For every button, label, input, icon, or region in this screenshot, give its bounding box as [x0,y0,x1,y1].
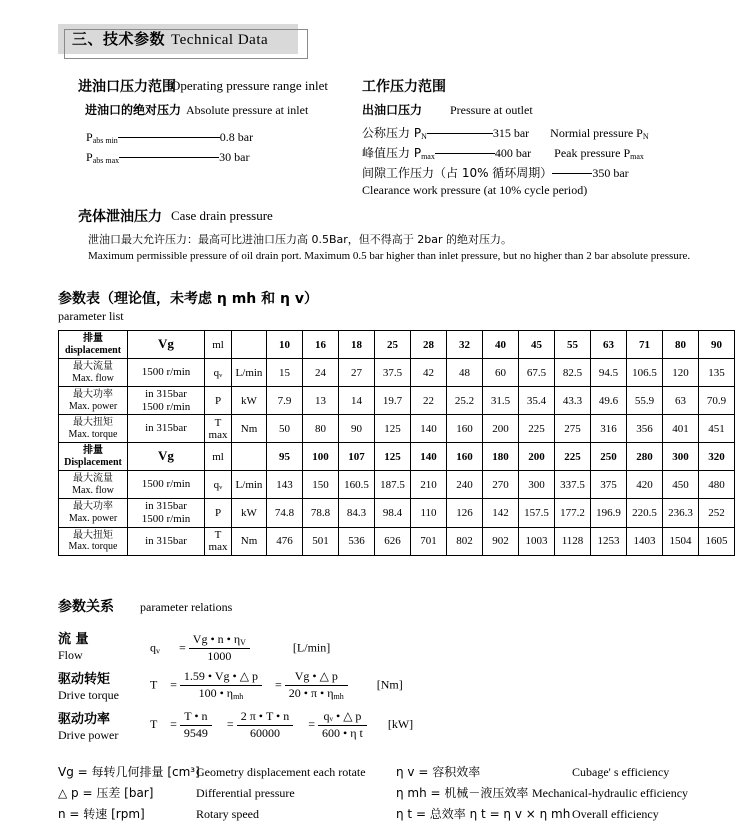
table-cell: 1504 [663,527,699,555]
table-cell: 43.3 [555,387,591,415]
table-cell: 10 [267,331,303,359]
nominal-pressure-leader [427,125,493,134]
table-cell: 32 [447,331,483,359]
table-cell: 80 [303,415,339,443]
drive-torque-fraction-1 [180,670,262,701]
table-cell: 902 [483,527,519,555]
drive-torque-symbol: T [150,677,158,692]
drive-torque-label-cn: 驱动转矩 [58,672,111,687]
p-abs-max-value: 30 bar [219,150,250,164]
flow-symbol: q [150,640,156,655]
table-row-condition: 1500 r/min [128,471,205,499]
nominal-pressure-row [362,124,649,141]
table-row-label: 最大功率 Max. power [59,387,128,415]
table-cell: 320 [699,443,735,471]
table-cell: 701 [411,527,447,555]
table-row-unit: L/min [232,471,267,499]
clearance-pressure-label: 间隙工作压力（占 10% 循环周期） [362,166,553,180]
peak-pressure-value: 400 bar [494,146,532,160]
table-row-condition: in 315bar 1500 r/min [128,387,205,415]
drive-torque-label-en: Drive torque [58,688,119,703]
flow-formula: $q_v$ = $\frac{Vg • n • \eta_V}{1000}$ [L/min] [150,632,331,664]
table-cell: 106.5 [627,359,663,387]
table-row-label: 最大功率 Max. power [59,499,128,527]
flow-numerator-subscript: V [240,638,246,647]
inlet-abs-pressure-en: Absolute pressure at inlet [186,103,309,117]
table-cell: 80 [663,331,699,359]
table-row-symbol: P [205,387,232,415]
legend-left-symbol-1: △ p = 压差 [bar] [58,786,154,800]
table-cell: 210 [411,471,447,499]
table-cell: 35.4 [519,387,555,415]
table-cell: 160.5 [339,471,375,499]
table-row-condition: in 315bar 1500 r/min [128,499,205,527]
table-cell: 107 [339,443,375,471]
outlet-pressure-sub-en: Pressure at outlet [450,103,533,117]
table-cell: 160 [447,415,483,443]
table-cell: 120 [663,359,699,387]
table-cell: 536 [339,527,375,555]
table-cell: 200 [519,443,555,471]
relations-heading-en: parameter relations [140,600,233,614]
table-cell: 300 [519,471,555,499]
drive-torque-label [58,672,119,705]
clearance-pressure-row [362,164,629,181]
p-abs-min-symbol: P [86,130,93,144]
table-cell: 90 [699,331,735,359]
drive-power-num-1: T • n [180,710,212,726]
peak-pressure-row [362,144,644,161]
drive-power-label-cn: 驱动功率 [58,712,111,727]
flow-numerator-text: Vg • n • η [192,632,241,646]
table-cell: 125 [375,443,411,471]
table-cell: 14 [339,387,375,415]
table-cell: 37.5 [375,359,411,387]
table-cell: 125 [375,415,411,443]
table-row-unit: kW [232,387,267,415]
table-cell: 225 [555,443,591,471]
table-cell: 143 [267,471,303,499]
flow-symbol-subscript: v [156,646,160,656]
drive-torque-formula: T = $\frac{1.59 • Vg • \triangle p}{100 • \eta_{mh}}$ = $\frac{Vg • \triangle p}{20 • \pi • \eta_{mh}}$ [Nm] [150,669,403,701]
p-abs-max-symbol: P [86,150,93,164]
table-row-condition: Vg [128,443,205,471]
table-cell: 15 [267,359,303,387]
table-row [59,359,735,387]
table-cell: 60 [483,359,519,387]
table-row-label: 最大扭矩 Max. torque [59,527,128,555]
table-cell: 187.5 [375,471,411,499]
flow-denominator: 1000 [207,649,232,664]
table-row-label: 排量 displacement [59,331,128,359]
case-drain-heading-cn: 壳体泄油压力 [78,209,162,225]
table-cell: 501 [303,527,339,555]
table-row-unit: L/min [232,359,267,387]
table-cell: 71 [627,331,663,359]
table-cell: 42 [411,359,447,387]
table-row [59,387,735,415]
table-cell: 140 [411,443,447,471]
inlet-pressure-heading-cn: 进油口压力范围 [78,79,176,95]
peak-pressure-subscript: max [421,152,435,161]
table-cell: 626 [375,527,411,555]
table-row-symbol: P [205,499,232,527]
table-cell: 375 [591,471,627,499]
drive-power-num-3: qᵥ • △ p [318,710,367,726]
table-cell: 1253 [591,527,627,555]
drive-torque-den-2 [285,686,348,701]
table-cell: 240 [447,471,483,499]
case-drain-line-en: Maximum permissible pressure of oil drain port. Maximum 0.5 bar higher than inlet pressure, but no higher than 2 bar absolute pressure. [88,250,691,262]
table-row-label: 排量 Displacement [59,443,128,471]
table-cell: 270 [483,471,519,499]
drive-torque-den-1 [180,686,262,701]
table-cell: 74.8 [267,499,303,527]
table-cell: 55.9 [627,387,663,415]
table-cell: 250 [591,443,627,471]
table-cell: 280 [627,443,663,471]
table-cell: 49.6 [591,387,627,415]
table-cell: 25 [375,331,411,359]
peak-pressure-note-subscript: max [630,152,644,161]
table-row [59,499,735,527]
page-title-cn: 三、技术参数 [72,30,166,48]
nominal-pressure-subscript: N [421,132,427,141]
parameter-table-body [59,331,735,556]
table-cell: 45 [519,331,555,359]
inlet-abs-pressure-cn: 进油口的绝对压力 [85,103,182,117]
table-cell: 401 [663,415,699,443]
table-cell: 55 [555,331,591,359]
table-cell: 94.5 [591,359,627,387]
table-cell: 225 [519,415,555,443]
legend-right-desc-2: Overall efficiency [572,807,659,821]
table-cell: 31.5 [483,387,519,415]
table-cell: 1003 [519,527,555,555]
table-cell: 1605 [699,527,735,555]
peak-pressure-note: Peak pressure P [554,146,631,160]
legend-right-symbol-1: η mh = 机械－液压效率 [396,786,529,800]
table-cell: 63 [663,387,699,415]
table-row-symbol: T max [205,527,232,555]
nominal-pressure-label: 公称压力 P [362,126,422,140]
table-row-symbol: qᵥ [205,471,232,499]
table-cell: 126 [447,499,483,527]
clearance-pressure-en: Clearance work pressure (at 10% cycle period) [362,183,588,197]
table-cell: 236.3 [663,499,699,527]
table-cell: 70.9 [699,387,735,415]
table-cell: 157.5 [519,499,555,527]
table-row [59,415,735,443]
table-row-symbol: ml [205,443,232,471]
table-cell: 160 [447,443,483,471]
drive-torque-den-1-subscript: mh [233,691,244,701]
drive-power-fraction-2 [237,710,294,741]
table-row-symbol: ml [205,331,232,359]
flow-unit: [L/min] [292,640,331,655]
table-row [59,527,735,555]
table-cell: 180 [483,443,519,471]
case-drain-line-cn: 泄油口最大允许压力：最高可比进油口压力高 0.5Bar，但不得高于 2bar 的绝对压力。 [88,233,513,246]
flow-label [58,632,89,665]
table-cell: 802 [447,527,483,555]
table-cell: 150 [303,471,339,499]
table-row-label: 最大流量 Max. flow [59,471,128,499]
p-abs-max-subscript: abs max [92,156,120,165]
table-row-condition: in 315bar [128,415,205,443]
drive-torque-fraction-2 [285,670,348,701]
page-title-en: Technical Data [171,32,269,48]
legend-right-symbol-2: η t = 总效率 η t = η v × η mh [396,807,571,821]
table-row-unit: Nm [232,415,267,443]
table-cell: 140 [411,415,447,443]
legend-left-symbol-0: Vg = 每转几何排量 [cm³] [58,765,200,779]
legend-right-desc-0: Cubage' s efficiency [572,765,670,779]
case-drain-heading-en: Case drain pressure [171,208,273,223]
table-cell: 220.5 [627,499,663,527]
table-cell: 110 [411,499,447,527]
table-row-label: 最大扭矩 Max. torque [59,415,128,443]
drive-torque-num-1: 1.59 • Vg • △ p [180,670,262,686]
table-cell: 480 [699,471,735,499]
table-cell: 476 [267,527,303,555]
table-cell: 275 [555,415,591,443]
table-cell: 27 [339,359,375,387]
table-row-condition: Vg [128,331,205,359]
outlet-pressure-sub-cn: 出油口压力 [362,103,423,117]
table-cell: 7.9 [267,387,303,415]
table-cell: 19.7 [375,387,411,415]
table-cell: 135 [699,359,735,387]
table-cell: 40 [483,331,519,359]
table-cell: 420 [627,471,663,499]
table-row-label: 最大流量 Max. flow [59,359,128,387]
nominal-pressure-value: 315 bar [492,126,530,140]
table-cell: 252 [699,499,735,527]
table-row [59,331,735,359]
p-abs-max-row [86,149,249,165]
drive-torque-num-2: Vg • △ p [285,670,348,686]
drive-power-num-2: 2 π • T • n [237,710,294,726]
table-row-condition: 1500 r/min [128,359,205,387]
table-cell: 90 [339,415,375,443]
relations-heading-cn: 参数关系 [58,599,114,615]
table-cell: 451 [699,415,735,443]
legend-left-desc-2: Rotary speed [196,807,259,821]
p-abs-max-leader [119,149,219,158]
table-cell: 22 [411,387,447,415]
table-cell: 24 [303,359,339,387]
table-row-condition: in 315bar [128,527,205,555]
legend-left-desc-1: Differential pressure [196,786,295,800]
drive-power-fraction-3 [318,710,367,741]
table-cell: 337.5 [555,471,591,499]
drive-power-den-2: 60000 [249,725,280,740]
table-cell: 67.5 [519,359,555,387]
table-cell: 16 [303,331,339,359]
legend-left-desc-0: Geometry displacement each rotate [196,765,366,779]
table-row-unit: kW [232,499,267,527]
drive-power-den-1: 9549 [183,725,208,740]
table-cell: 18 [339,331,375,359]
table-cell: 82.5 [555,359,591,387]
flow-label-en: Flow [58,648,83,663]
drive-power-formula: T = $\frac{T • n}{9549}$ = $\frac{2 \pi • T • n}{60000}$ = $\frac{\text{qᵥ • △ p}}{\text{600 • η t}}$ [kW] [150,709,414,740]
table-cell: 177.2 [555,499,591,527]
outlet-pressure-heading-cn: 工作压力范围 [362,79,446,95]
table-row-symbol: T max [205,415,232,443]
drive-torque-den-2-subscript: mh [333,691,344,701]
p-abs-min-value: 0.8 bar [219,130,254,144]
table-cell: 142 [483,499,519,527]
table-row [59,471,735,499]
table-cell: 356 [627,415,663,443]
table-cell: 28 [411,331,447,359]
table-cell: 13 [303,387,339,415]
legend-right-symbol-0: η v = 容积效率 [396,765,481,779]
table-cell: 200 [483,415,519,443]
section-header-banner [58,24,308,58]
table-row-unit [232,443,267,471]
table-cell: 196.9 [591,499,627,527]
legend-left-symbol-2: n = 转速 [rpm] [58,807,145,821]
p-abs-min-row [86,129,253,145]
table-cell: 78.8 [303,499,339,527]
parameter-table-heading-en: parameter list [58,309,124,323]
drive-power-label [58,712,118,745]
p-abs-min-subscript: abs min [92,136,118,145]
flow-numerator [189,633,250,649]
drive-power-fraction-1 [180,710,212,741]
drive-power-symbol: T [150,717,158,732]
table-cell: 50 [267,415,303,443]
table-cell: 95 [267,443,303,471]
p-abs-min-leader [118,129,220,138]
table-cell: 1128 [555,527,591,555]
table-row [59,443,735,471]
clearance-pressure-value: 350 bar [592,166,629,180]
table-cell: 84.3 [339,499,375,527]
drive-power-unit: [kW] [387,717,414,732]
inlet-pressure-heading-en: Operating pressure range inlet [171,78,329,93]
parameter-table [58,330,735,556]
table-cell: 100 [303,443,339,471]
table-cell: 98.4 [375,499,411,527]
table-cell: 300 [663,443,699,471]
flow-fraction [189,633,250,664]
drive-torque-unit: [Nm] [376,677,403,692]
drive-power-label-en: Drive power [58,728,119,743]
drive-torque-den-2-text: 20 • π • η [288,685,334,700]
table-cell: 48 [447,359,483,387]
peak-pressure-leader [435,145,495,154]
drive-power-den-3: 600 • η t [322,725,363,740]
nominal-pressure-note: Normial pressure P [550,126,643,140]
flow-label-cn: 流 量 [58,632,89,647]
table-cell: 25.2 [447,387,483,415]
table-row-unit [232,331,267,359]
table-cell: 316 [591,415,627,443]
table-cell: 1403 [627,527,663,555]
peak-pressure-label: 峰值压力 P [362,146,422,160]
nominal-pressure-note-subscript: N [642,132,649,141]
parameter-table-heading-cn: 参数表（理论值，未考虑 η mh 和 η v） [58,291,318,307]
table-cell: 450 [663,471,699,499]
legend-right-desc-1: Mechanical-hydraulic efficiency [532,786,689,800]
page-title [72,28,268,49]
table-row-symbol: qᵥ [205,359,232,387]
table-cell: 63 [591,331,627,359]
clearance-pressure-leader [552,165,592,174]
table-row-unit: Nm [232,527,267,555]
drive-torque-den-1-text: 100 • η [198,685,234,700]
